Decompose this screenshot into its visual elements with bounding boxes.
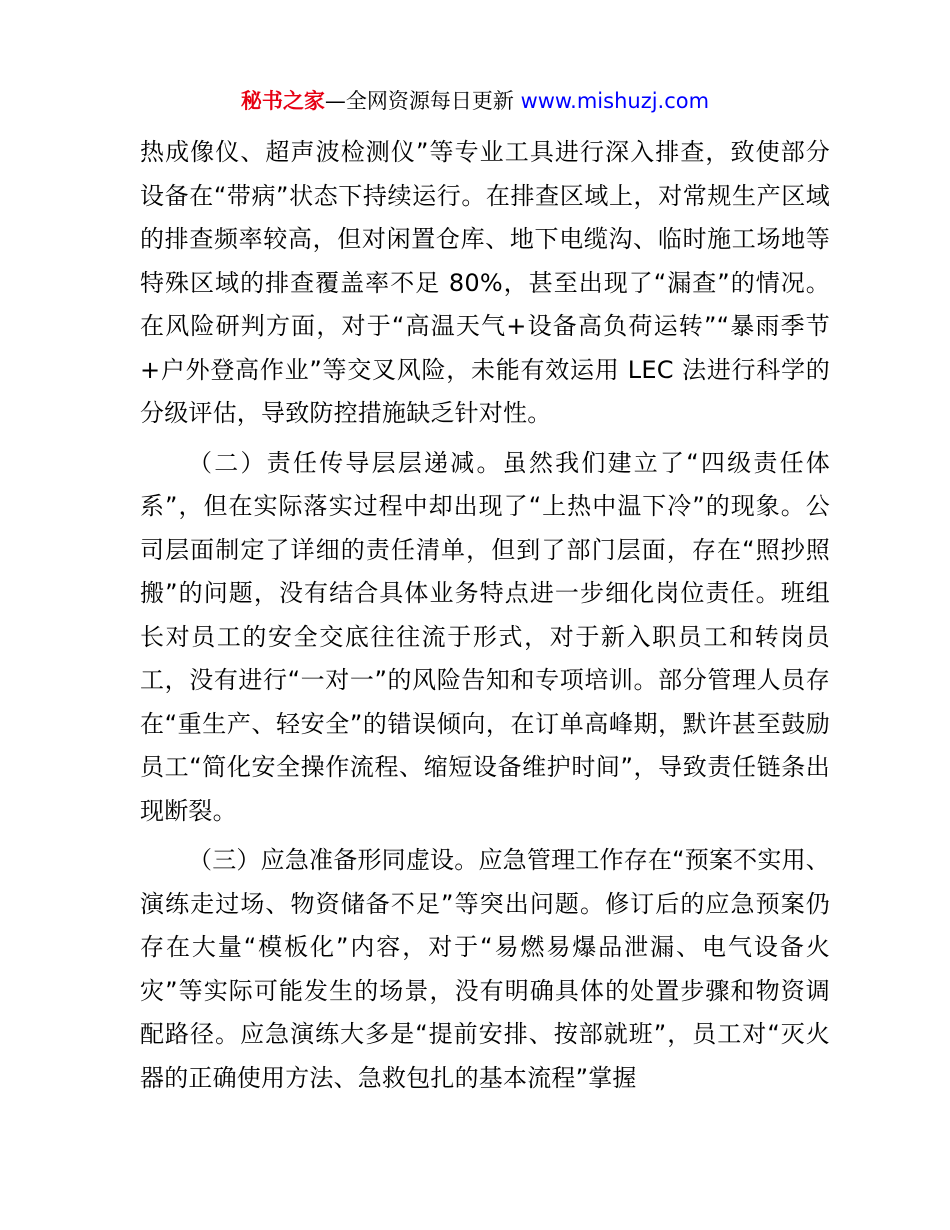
site-url-link[interactable]: www.mishuzj.com [520, 89, 710, 113]
paragraph-continuation: 热成像仪、超声波检测仪”等专业工具进行深入排查，致使部分设备在“带病”状态下持续运行。在排查区域上，对常规生产区域的排查频率较高，但对闲置仓库、地下电缆沟、临时施工场地等特殊区域的排查覆盖率不足 80%，甚至出现了“漏查”的情况。在风险研判方面，对于“高温天气+设备高负荷运转”“暴雨季节+户外登高作业”等交叉风险，未能有效运用 LEC 法进行科学的分级评估，导致防控措施缺乏针对性。 [140, 138, 830, 427]
paragraph-emergency: （三）应急准备形同虚设。应急管理工作存在“预案不实用、演练走过场、物资储备不足”等突出问题。修订后的应急预案仍存在大量“模板化”内容，对于“易燃易爆品泄漏、电气设备火灾”等实际可能发生的场景，没有明确具体的处置步骤和物资调配路径。应急演练大多是“提前安排、按部就班”，员工对“灭火器的正确使用方法、急救包扎的基本流程”掌握 [140, 846, 830, 1092]
document-body [140, 131, 830, 1100]
site-tagline: —全网资源每日更新 [324, 89, 521, 113]
site-brand: 秘书之家 [240, 89, 325, 113]
site-header [0, 86, 950, 116]
paragraph-responsibility: （二）责任传导层层递减。虽然我们建立了“四级责任体系”，但在实际落实过程中却出现了“上热中温下冷”的现象。公司层面制定了详细的责任清单，但到了部门层面，存在“照抄照搬”的问题，没有结合具体业务特点进一步细化岗位责任。班组长对员工的安全交底往往流于形式，对于新入职员工和转岗员工，没有进行“一对一”的风险告知和专项培训。部分管理人员存在“重生产、轻安全”的错误倾向，在订单高峰期，默许甚至鼓励员工“简化安全操作流程、缩短设备维护时间”，导致责任链条出现断裂。 [140, 448, 830, 825]
